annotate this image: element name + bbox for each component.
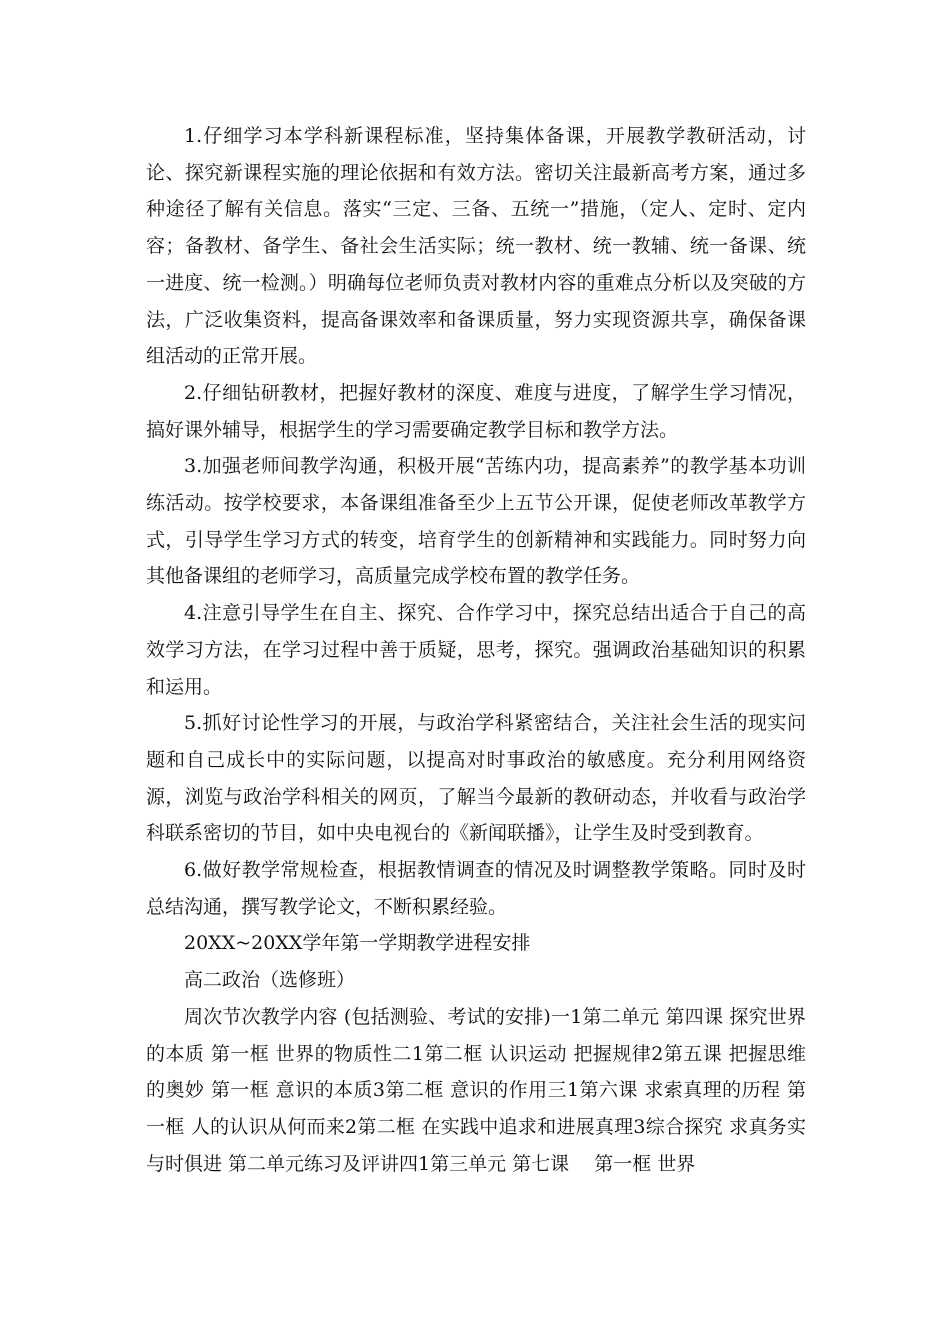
class-label: 高二政治（选修班）	[184, 969, 356, 992]
paragraph-2: 2.仔细钻研教材，把握好教材的深度、难度与进度，了解学生学习情况，搞好课外辅导，根据学生的学习需要确定教学目标和教学方法。	[146, 381, 806, 441]
schedule-text: 周次节次教学内容 (包括测验、考试的安排)一1第二单元 第四课 探究世界的本质 第一框 世界的物质性二1第二框 认识运动 把握规律2第五课 把握思维的奥妙 第一框 意识的本质3第二框 意识的作用三1第六课 求索真理的历程 第一框 人的认识从何而来2第二框 在实践中追求和进展真理3综合探究 求真务实 与时俱进 第二单元练习及评讲四1第三单元 第七课 第一框 世界	[146, 1005, 806, 1175]
paragraph-3: 3.加强老师间教学沟通，积极开展“苦练内功，提高素养”的教学基本功训练活动。按学校要求，本备课组准备至少上五节公开课，促使老师改革教学方式，引导学生学习方式的转变，培育学生的创新精神和实践能力。同时努力向其他备课组的老师学习，高质量完成学校布置的教学任务。	[146, 455, 806, 588]
document-page	[146, 118, 806, 1182]
paragraph-5: 5.抓好讨论性学习的开展，与政治学科紧密结合，关注社会生活的现实问题和自己成长中的实际问题，以提高对时事政治的敏感度。充分利用网络资源，浏览与政治学科相关的网页，了解当今最新的教研动态，并收看与政治学科联系密切的节目，如中央电视台的《新闻联播》，让学生及时受到教育。	[146, 712, 806, 845]
schedule-title: 20XX~20XX学年第一学期教学进程安排	[184, 932, 531, 955]
paragraph-1: 1.仔细学习本学科新课程标准，坚持集体备课，开展教学教研活动，讨论、探究新课程实施的理论依据和有效方法。密切关注最新高考方案，通过多种途径了解有关信息。落实“三定、三备、五统一”措施，（定人、定时、定内容；备教材、备学生、备社会生活实际；统一教材、统一教辅、统一备课、统一进度、统一检测。）明确每位老师负责对教材内容的重难点分析以及突破的方法，广泛收集资料，提高备课效率和备课质量，努力实现资源共享，确保备课组活动的正常开展。	[146, 125, 806, 368]
paragraph-4: 4.注意引导学生在自主、探究、合作学习中，探究总结出适合于自己的高效学习方法，在学习过程中善于质疑，思考，探究。强调政治基础知识的积累和运用。	[146, 602, 806, 698]
paragraph-6: 6.做好教学常规检查，根据教情调查的情况及时调整教学策略。同时及时总结沟通，撰写教学论文，不断积累经验。	[146, 859, 806, 918]
